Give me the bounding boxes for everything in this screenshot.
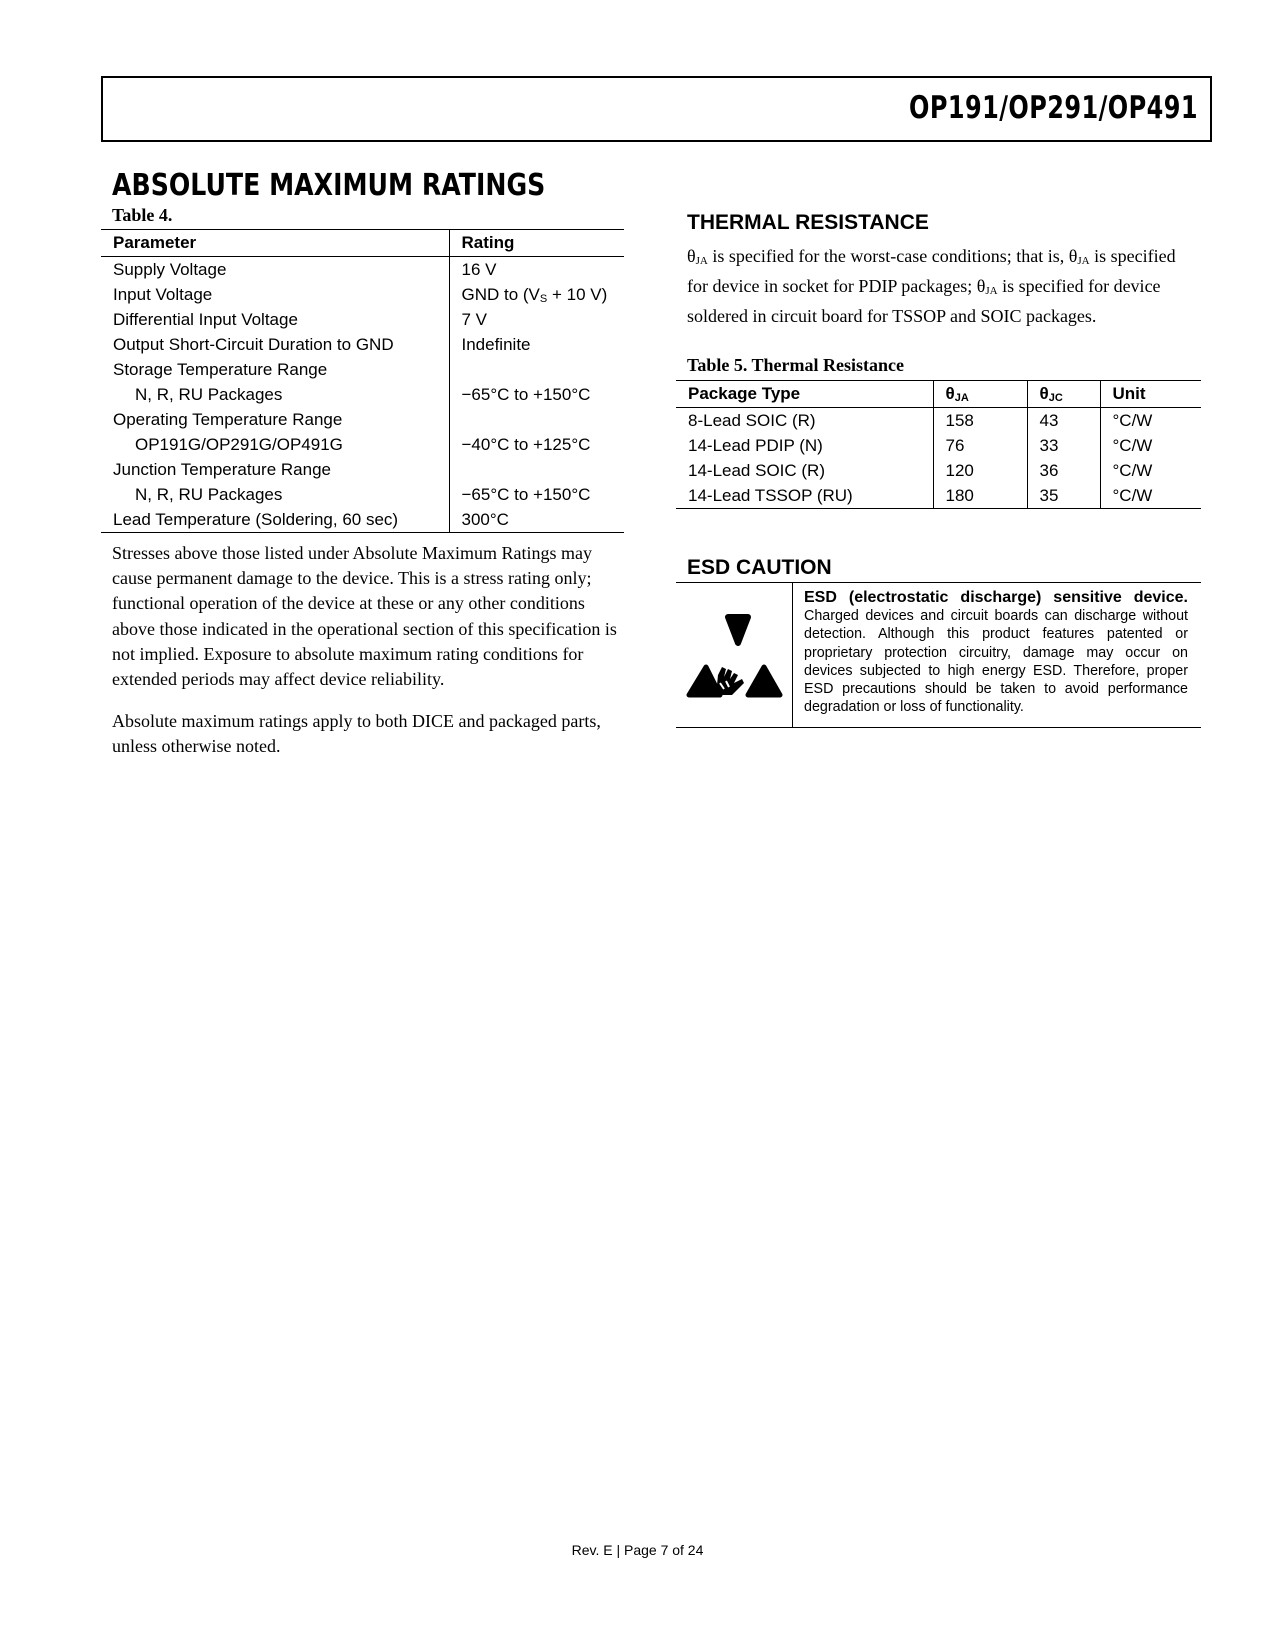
esd-caution-text [804, 589, 1188, 716]
subscript: S [539, 292, 548, 305]
rating-cell [449, 357, 624, 382]
param-cell: Supply Voltage [113, 259, 227, 279]
package-cell: 8-Lead SOIC (R) [688, 410, 816, 430]
table-row [101, 282, 624, 307]
param-cell: Junction Temperature Range [113, 459, 331, 479]
table-row [101, 357, 624, 382]
param-cell: N, R, RU Packages [135, 484, 283, 504]
col-header-theta-ja [933, 381, 1027, 408]
table-row [101, 457, 624, 482]
rating-cell [449, 457, 624, 482]
table-row [101, 332, 624, 357]
rating-cell: Indefinite [449, 332, 624, 357]
theta-ja-cell: 158 [933, 408, 1027, 434]
section-title-absolute-maximum-ratings: ABSOLUTE MAXIMUM RATINGS [112, 168, 546, 203]
theta-symbol: θ [1068, 246, 1078, 266]
col-header-unit: Unit [1100, 381, 1201, 408]
table-4-caption: Table 4. [112, 205, 173, 225]
subscript-jc: JC [1048, 392, 1063, 404]
col-header-rating: Rating [449, 230, 624, 257]
esd-bold-text: ESD (electrostatic discharge) sensitive device. [804, 589, 1188, 606]
table-row [676, 408, 1201, 434]
rating-cell: −65°C to +150°C [449, 382, 624, 407]
table-row [101, 507, 624, 533]
unit-cell: °C/W [1100, 408, 1201, 434]
theta-ja-cell: 120 [933, 458, 1027, 483]
theta-jc-cell: 33 [1027, 433, 1100, 458]
table-row [101, 432, 624, 457]
subscript-ja: JA [695, 255, 708, 267]
col-header-theta-jc [1027, 381, 1100, 408]
theta-ja-cell: 180 [933, 483, 1027, 509]
section-title-esd-caution: ESD CAUTION [687, 556, 832, 579]
dice-paragraph: Absolute maximum ratings apply to both DICE and packaged parts, unless otherwise noted. [112, 711, 601, 757]
section-title-thermal-resistance: THERMAL RESISTANCE [687, 211, 929, 234]
rating-cell: −65°C to +150°C [449, 482, 624, 507]
rating-text: GND to (V [461, 284, 540, 304]
esd-warning-icon [676, 583, 792, 727]
param-cell: Output Short-Circuit Duration to GND [113, 334, 394, 354]
table-row [676, 458, 1201, 483]
param-cell: Operating Temperature Range [113, 409, 343, 429]
theta-jc-cell: 43 [1027, 408, 1100, 434]
package-cell: 14-Lead TSSOP (RU) [688, 485, 853, 505]
table-row [101, 382, 624, 407]
col-header-parameter: Parameter [101, 230, 449, 257]
rating-cell: −40°C to +125°C [449, 432, 624, 457]
stress-paragraph: Stresses above those listed under Absolute Maximum Ratings may cause permanent damage to the device. This is a stress rating only; functional operation of the device at these or any other conditions above those indicated in the operational section of this specification is not implied. Exposure to absolute maximum rating conditions for extended periods may affect device reliability. [112, 543, 617, 690]
param-cell: N, R, RU Packages [135, 384, 283, 404]
rating-text-tail: + 10 V) [547, 284, 608, 304]
theta-symbol: θ [1039, 384, 1049, 403]
param-cell: Differential Input Voltage [113, 309, 298, 329]
table-header-row [101, 230, 624, 257]
part-numbers: OP191/OP291/OP491 [909, 90, 1198, 126]
package-cell: 14-Lead SOIC (R) [688, 460, 825, 480]
unit-cell: °C/W [1100, 458, 1201, 483]
page-header [101, 76, 1212, 142]
unit-cell: °C/W [1100, 433, 1201, 458]
rating-cell [449, 282, 624, 307]
esd-body-text: Charged devices and circuit boards can discharge without detection. Although this product features patented or proprietary protection circuitry, damage may occur on devices subjected to high energy ESD. Therefore, proper ESD precautions should be taken to avoid performance degradation or loss of functionality. [804, 608, 1188, 716]
thermal-intro-a: is specified for the worst-case conditions; that is, [707, 246, 1069, 266]
param-cell: Storage Temperature Range [113, 359, 328, 379]
table-row [101, 307, 624, 332]
abs-max-notes [112, 541, 617, 777]
rating-cell [449, 407, 624, 432]
page-footer: Rev. E | Page 7 of 24 [571, 1542, 704, 1558]
theta-jc-cell: 36 [1027, 458, 1100, 483]
param-cell: Input Voltage [113, 284, 213, 304]
thermal-resistance-table [676, 380, 1201, 509]
table-row [101, 407, 624, 432]
absolute-max-ratings-table [101, 229, 624, 533]
table-row [101, 482, 624, 507]
theta-symbol: θ [687, 246, 696, 266]
esd-icon-cell [676, 583, 793, 727]
unit-cell: °C/W [1100, 483, 1201, 509]
table-row [676, 483, 1201, 509]
theta-symbol: θ [976, 276, 986, 297]
subscript-ja: JA [1077, 255, 1090, 267]
theta-ja-cell: 76 [933, 433, 1027, 458]
param-cell: Lead Temperature (Soldering, 60 sec) [113, 509, 399, 529]
rating-cell: 7 V [449, 307, 624, 332]
table-row [676, 433, 1201, 458]
esd-caution-box [676, 582, 1201, 728]
thermal-intro-c: is specified for device soldered in circuit board for TSSOP and SOIC packages. [687, 276, 1161, 327]
subscript-ja: JA [985, 285, 998, 298]
package-cell: 14-Lead PDIP (N) [688, 435, 823, 455]
thermal-intro [687, 244, 1192, 330]
table-row [101, 257, 624, 283]
theta-jc-cell: 35 [1027, 483, 1100, 509]
thermal-intro-b: is specified for device in socket for PDIP packages; [687, 246, 1176, 297]
subscript-ja: JA [954, 392, 969, 404]
table-header-row [676, 381, 1201, 408]
table-5-caption: Table 5. Thermal Resistance [687, 355, 905, 375]
col-header-package: Package Type [676, 381, 933, 408]
param-cell: OP191G/OP291G/OP491G [135, 434, 343, 454]
rating-cell: 300°C [449, 507, 624, 533]
theta-symbol: θ [945, 384, 955, 403]
rating-cell: 16 V [449, 257, 624, 283]
